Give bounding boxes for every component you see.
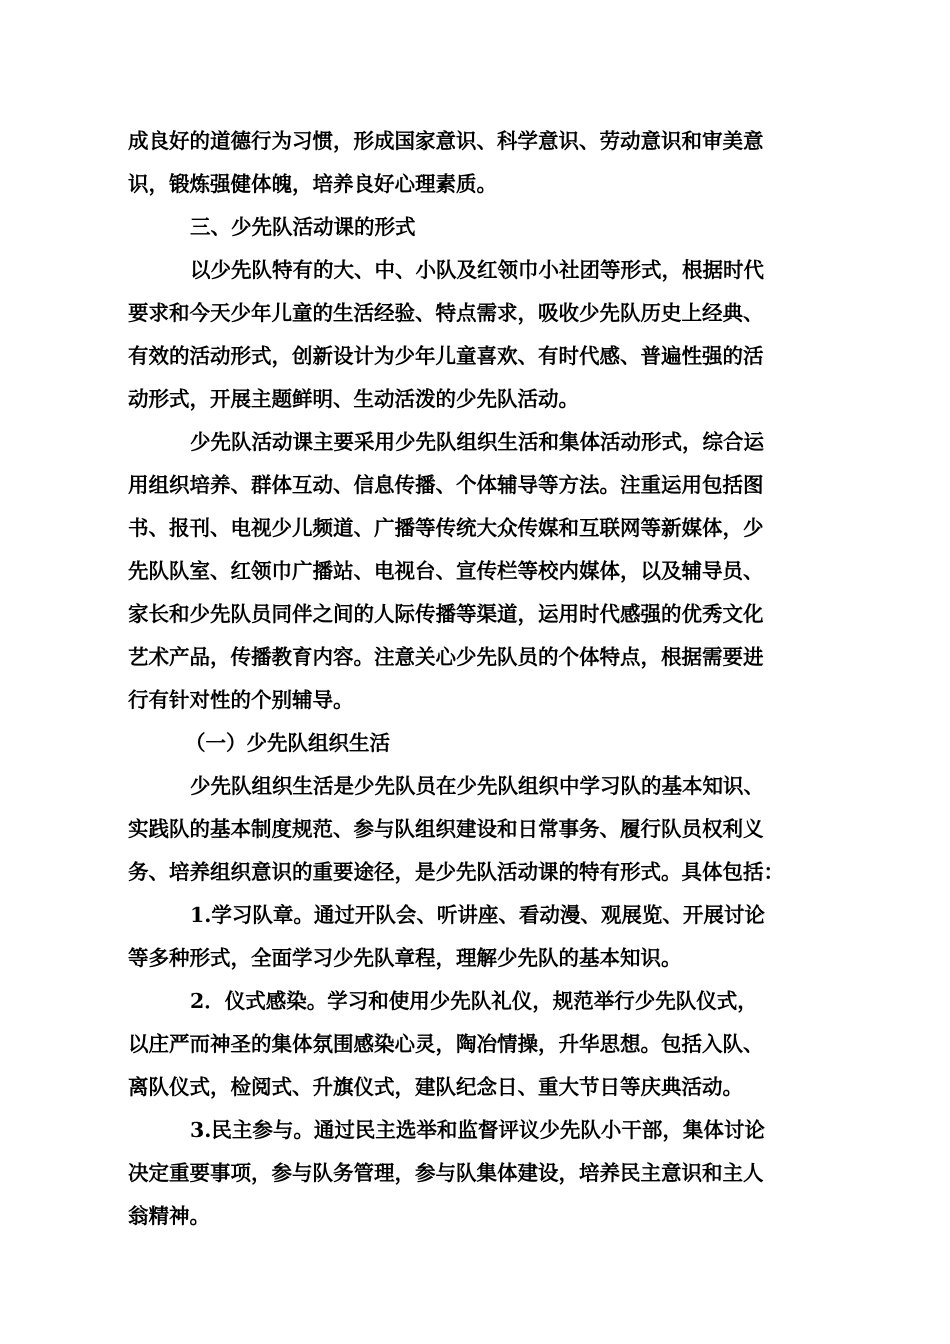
- text-line: 要求和今天少年儿童的生活经验、特点需求，吸收少先队历史上经典、: [128, 301, 764, 325]
- text-line: 决定重要事项，参与队务管理，参与队集体建设，培养民主意识和主人: [128, 1161, 764, 1185]
- text-line: 行有针对性的个别辅导。: [128, 688, 354, 712]
- text-line: 书、报刊、电视少儿频道、广播等传统大众传媒和互联网等新媒体，少: [128, 516, 764, 540]
- text-line: 翁精神。: [128, 1204, 210, 1228]
- text-line: 实践队的基本制度规范、参与队组织建设和日常事务、履行队员权利义: [128, 817, 764, 841]
- subsection-heading: （一）少先队组织生活: [185, 731, 390, 755]
- text-line: 少先队活动课主要采用少先队组织生活和集体活动形式，综合运: [190, 430, 764, 454]
- text-line: 成良好的道德行为习惯，形成国家意识、科学意识、劳动意识和审美意: [128, 129, 764, 153]
- text-line: 有效的活动形式，创新设计为少年儿童喜欢、有时代感、普遍性强的活: [128, 344, 764, 368]
- text-line: 艺术产品，传播教育内容。注意关心少先队员的个体特点，根据需要进: [128, 645, 764, 669]
- list-item: 3.民主参与。通过民主选举和监督评议少先队小干部，集体讨论: [190, 1118, 765, 1142]
- text-line: 少先队组织生活是少先队员在少先队组织中学习队的基本知识、: [190, 774, 764, 798]
- text-line: 用组织培养、群体互动、信息传播、个体辅导等方法。注重运用包括图: [128, 473, 764, 497]
- text-line: 务、培养组织意识的重要途径，是少先队活动课的特有形式。具体包括：: [128, 860, 784, 884]
- list-item: 1.学习队章。通过开队会、听讲座、看动漫、观展览、开展讨论: [190, 903, 765, 927]
- text-line: 以庄严而神圣的集体氛围感染心灵，陶冶情操，升华思想。包括入队、: [128, 1032, 764, 1056]
- text-line: 以少先队特有的大、中、小队及红领巾小社团等形式，根据时代: [190, 258, 764, 282]
- section-heading: 三、少先队活动课的形式: [190, 215, 416, 239]
- text-line: 离队仪式，检阅式、升旗仪式，建队纪念日、重大节日等庆典活动。: [128, 1075, 743, 1099]
- text-line: 先队队室、红领巾广播站、电视台、宣传栏等校内媒体，以及辅导员、: [128, 559, 764, 583]
- text-line: 动形式，开展主题鲜明、生动活泼的少先队活动。: [128, 387, 579, 411]
- text-line: 识，锻炼强健体魄，培养良好心理素质。: [128, 172, 497, 196]
- text-line: 等多种形式，全面学习少先队章程，理解少先队的基本知识。: [128, 946, 682, 970]
- list-item: 2．仪式感染。学习和使用少先队礼仪，规范举行少先队仪式，: [190, 989, 758, 1013]
- text-line: 家长和少先队员同伴之间的人际传播等渠道，运用时代感强的优秀文化: [128, 602, 764, 626]
